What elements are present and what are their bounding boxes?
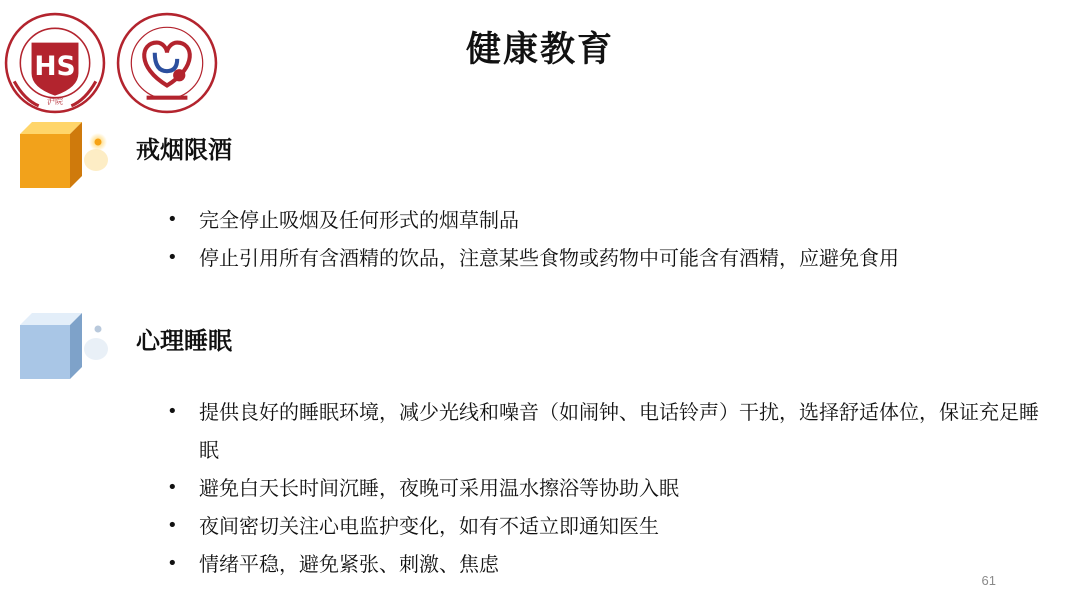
list-item <box>167 545 1047 583</box>
list-item <box>167 393 1047 469</box>
bullet-text: 避免白天长时间沉睡，夜晚可采用温水擦浴等协助入眠 <box>199 476 679 500</box>
bullet-icon: • <box>167 477 178 498</box>
bullet-list <box>167 393 1047 583</box>
bullet-icon: • <box>167 553 178 574</box>
logo-bottom-text: 沪院 <box>46 95 64 106</box>
bullet-text: 夜间密切关注心电监护变化，如有不适立即通知医生 <box>199 514 659 538</box>
section-heading: 心理睡眠 <box>136 327 232 355</box>
bullet-icon: • <box>167 209 178 230</box>
bullet-text: 停止引用所有含酒精的饮品，注意某些食物或药物中可能含有酒精，应避免食用 <box>199 246 899 270</box>
page-number: 61 <box>981 573 996 588</box>
logo-monogram: HS <box>34 51 76 83</box>
bullet-list <box>167 201 1047 277</box>
section-heading: 戒烟限酒 <box>136 136 232 164</box>
blue-cube-icon <box>12 307 112 393</box>
list-item <box>167 507 1047 545</box>
list-item <box>167 469 1047 507</box>
list-item <box>167 239 1047 277</box>
bullet-text: 情绪平稳，避免紧张、刺激、焦虑 <box>199 552 499 576</box>
page-title: 健康教育 <box>465 30 614 70</box>
bullet-text: 完全停止吸烟及任何形式的烟草制品 <box>199 208 519 232</box>
bullet-icon: • <box>167 515 178 536</box>
bullet-icon: • <box>167 401 178 422</box>
bullet-text: 提供良好的睡眠环境，减少光线和噪音（如闹钟、电话铃声）干扰，选择舒适体位，保证充足睡眠 <box>199 400 1039 462</box>
list-item <box>167 201 1047 239</box>
bullet-icon: • <box>167 247 178 268</box>
orange-cube-icon <box>12 116 112 202</box>
